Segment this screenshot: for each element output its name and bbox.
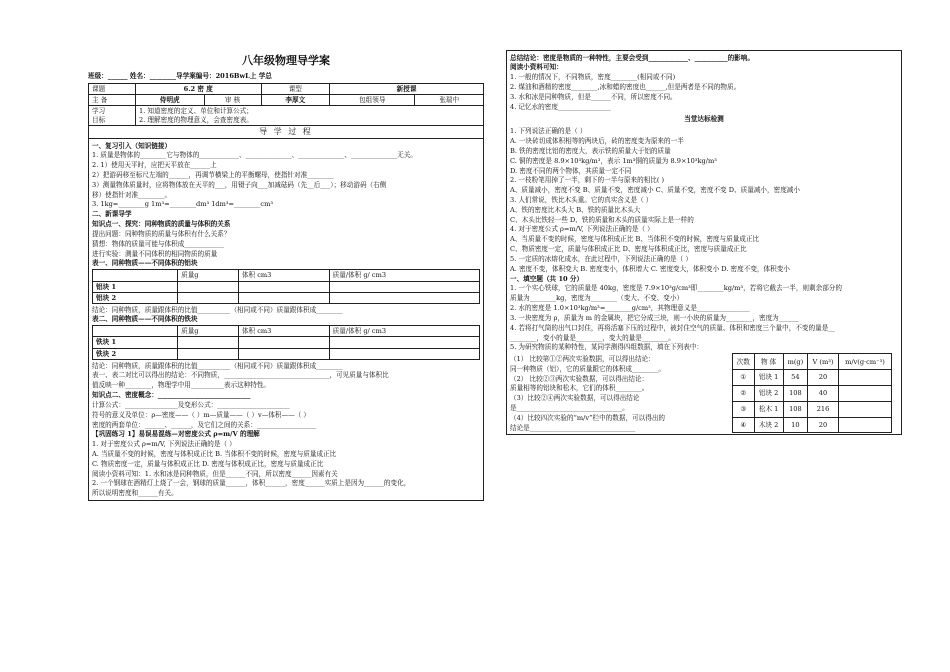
fill-title: 一、填空题（共 10 分）: [510, 274, 584, 283]
right-page: [506, 50, 902, 435]
text-line: C、木头比铁轻一些 D、铁的质量和木头的质量实际上是一样的: [510, 215, 694, 224]
info-cell: 张瑞中: [415, 95, 484, 106]
text-line: 计算公式：________________及变形公式：______________________: [92, 400, 290, 409]
info-cell: 课型: [261, 83, 330, 94]
text-line: A. 密度不变，体积变大 B. 密度变小，体积增大 C. 密度变大，体积变小 D. 密度不变，体积变小: [510, 264, 790, 273]
text-line: 质量为________kg，密度为________（变大、不变、变小）: [510, 294, 684, 303]
text-line: C. 铜的密度是 8.9×10³kg/m³，表示 1m³铜的质量为 8.9×10³kg/m³: [510, 156, 717, 165]
info-cell: 侍明虎: [136, 95, 205, 106]
table-cell: 108: [783, 401, 807, 417]
text-line: A、铁的密度比木头大 B、铁的质量比木头大: [510, 205, 641, 214]
table-header: 次数: [733, 354, 755, 370]
table-cell: 铝块 1: [754, 370, 783, 386]
content-box: [88, 139, 484, 501]
table-cell: [838, 401, 891, 417]
text-line: 阅读小资料可知：: [510, 63, 563, 72]
text-line: 知识点一、探究：同种物质的质量与体积的关系: [92, 220, 231, 229]
text-line: 1. 下列说法正确的是（ ）: [510, 127, 587, 136]
table-cell: [838, 385, 891, 401]
table-cell: 20: [808, 417, 839, 433]
text-line: 4. 若将打气筒的出气口封住，再将活塞下压的过程中，被封住空气的质量、体积和密度三个量中，不变的量是__: [510, 323, 835, 332]
text-line: 2）把游码移至标尺左端的______，再调节横梁上的平衡螺母，使指针对准________: [92, 171, 334, 179]
text-line: 表一、同种物质——不同体积的铝块: [92, 259, 198, 268]
table-header: 物 体: [754, 354, 783, 370]
text-line: 密度的两套单位：______、______，及它们之间的关系：__________________: [92, 420, 317, 429]
text-line: C、物质密度一定，质量与体积成正比 D、密度与体积成正比，密度与质量成正比: [510, 245, 747, 254]
table-row-label: 铝块 2: [93, 292, 178, 303]
text-line: 是________________________________。: [510, 403, 629, 412]
table-header: m(g): [783, 354, 807, 370]
table-iron: [92, 325, 480, 360]
text-line: 2. 煤油和酒精的密度________,冰和蜡的密度也______,但是两者是不同的物质。: [510, 83, 741, 92]
info-cell: 审 核: [204, 95, 261, 106]
text-line: A. 一块砖切成体积相等的两块后，砖的密度变为原来的一半: [510, 137, 684, 146]
header-line: 班级：______ 姓名：________导学案编号：2016BwL上 学总: [88, 71, 272, 80]
info-cell: 主 备: [89, 95, 136, 106]
text-line: 提出问题：同种物质的质量与体积有什么关系？: [92, 229, 231, 238]
table-cell: 松木 1: [754, 401, 783, 417]
info-cell: 6.2 密 度: [136, 83, 262, 94]
text-line: 1. 对于密度公式 ρ=m/V, 下列说法正确的是（ ）: [92, 440, 236, 449]
table-cell: ④: [733, 417, 755, 433]
page-title: 八年级物理导学案: [242, 54, 330, 67]
table-cell: ②: [733, 385, 755, 401]
text-line: 进行实验：测量不同体积的相同物质的质量: [92, 249, 218, 258]
text-line: 符号的意义及单位：ρ—密度——（ ）m—质量——（ ）v—体积——（ ）: [92, 410, 310, 419]
table-cell: 木块 2: [754, 417, 783, 433]
text-line: 3. 1kg=________g 1m³=________dm³ 1dm³=________cm³: [92, 200, 274, 209]
process-heading: 导 学 过 程: [89, 125, 484, 138]
text-line: 猜想：物体的质量可能与体积成____________: [92, 239, 224, 248]
table-header: 质量g: [178, 326, 239, 337]
check-title: 当堂达标检测: [684, 114, 724, 123]
text-line: 1. 一般的情况下，不同物质，密度________(相同或不同): [510, 73, 676, 82]
table-cell: 10: [783, 417, 807, 433]
experiment-table: [732, 353, 892, 433]
table-cell: 20: [808, 370, 839, 386]
text-line: 二、新课导学: [92, 210, 132, 219]
text-line: D. 密度不同的两个物体，其质量一定不同: [510, 166, 632, 175]
text-line: 5. 为研究物质的某种特性，某同学测得四组数据，填在下列表中：: [510, 343, 704, 352]
table-header: [93, 326, 178, 337]
text-line: ________，变小的量是________，变大的量是________。: [510, 333, 675, 342]
text-line: 结论：同种物质，质量跟体积的比值__________（相同或不同）质量跟体积成________: [92, 305, 343, 314]
table-cell: [838, 417, 891, 433]
text-line: A. 当质量不变的时候，密度与体积成正比 B. 当体积不变的时候，密度与质量成正比: [92, 449, 337, 458]
text-line: 知识点二、密度概念：____________________________: [92, 391, 251, 400]
table-header: V (m³): [808, 354, 839, 370]
text-line: 2. 水的密度是 1.0×10³kg/m³=________g/cm³，其物理意义是________________: [510, 304, 750, 313]
text-line: （3）比较②④两次实验数据，可以得出结论: [510, 394, 640, 403]
info-cell: 包组领导: [330, 95, 415, 106]
text-line: 所以说明密度和______有关。: [92, 489, 178, 498]
table-row-label: 铁块 1: [93, 337, 178, 348]
table-header: 体积 cm3: [238, 326, 329, 337]
text-line: 表二、同种物质——不同体积的铁块: [92, 315, 198, 324]
text-line: A、当质量不变的时候，密度与体积成正比 B、当体积不变的时候，密度与质量成正比: [510, 235, 760, 244]
text-line: 1. 质量是物体的________它与物体的____________、______________、______________、______________无关。: [92, 151, 417, 160]
table-header: m/v(g·cm⁻³): [838, 354, 891, 370]
text-line: 【巩固练习 1】易误易混练—对密度公式 ρ=m/V 的理解: [92, 430, 260, 439]
info-table: [88, 83, 484, 139]
table-row-label: 铝块 1: [93, 281, 178, 292]
info-cell: 新授课: [330, 83, 484, 94]
text-line: 表一、表二对比可以得出的结论：不同物质，________________________________，可见质量与体积比: [92, 371, 389, 380]
text-line: 同一种物质（铝），它的质量跟它的体积成________。: [510, 364, 665, 373]
text-line: 结论：同种物质，质量跟体积的比值__________（相同或不同）质量跟体积成________: [92, 361, 343, 370]
goal-label: 学习 目标: [89, 106, 136, 125]
text-line: 4. 记忆水的密度________________: [510, 102, 611, 111]
text-line: 4. 对于密度公式 ρ=m/V, 下列说法正确的是（ ）: [510, 225, 654, 234]
text-line: 值反映一种________，物理学中用__________表示这种特性。: [92, 381, 271, 390]
table-header: [93, 270, 178, 281]
text-line: 3. 水和冰是同种物质，但是______不同，所以密度不同。: [510, 92, 677, 101]
table-cell: [838, 370, 891, 386]
table-cell: ③: [733, 401, 755, 417]
table-cell: ①: [733, 370, 755, 386]
info-cell: 李厚文: [261, 95, 330, 106]
table-cell: 40: [808, 385, 839, 401]
text-line: （1） 比较第①②两次实验数据，可以得出结论：: [510, 354, 655, 363]
goal-item: 1. 知道密度的定义、单位和计算公式；: [139, 107, 253, 116]
text-line: 结论是________________________________: [510, 423, 636, 432]
text-line: 2. 1）使用天平时，应把天平放在______上: [92, 161, 217, 170]
text-line: 3）测量物体质量时，应将物体放在天平的___，用镊子向___加减砝码（先__后___）；移动游码（右侧: [92, 180, 387, 189]
table-header: 质量/体积 g/ cm3: [329, 270, 479, 281]
table-cell: 108: [783, 385, 807, 401]
text-line: 1. 一个实心铁球，它的质量是 40kg，密度是 7.9×10³g/cm³即________kg/m³，若将它截去一半，则剩余部分的: [510, 284, 842, 293]
goal-item: 2. 理解密度的物理意义，会查密度表。: [139, 115, 253, 124]
table-header: 质量g: [178, 270, 239, 281]
text-line: 3. 一块密度为 ρ，质量为 m 的金属块，把它分成三块，则一小块的质量为________，密度为______: [510, 313, 799, 322]
text-line: 总结结论：密度是物质的一种特性，主要会受到____________、__________的影响。: [510, 53, 754, 62]
left-page: [88, 54, 484, 501]
text-line: 一、复习引入（知识链接）: [92, 141, 172, 150]
text-line: 移）使指针对准________。: [92, 190, 172, 199]
text-line: A、质量减小，密度不变 B、质量不变，密度减小 C、质量不变，密度不变 D、质量减小，密度减小: [510, 186, 800, 195]
text-line: 5. 一定质的冰熔化成水，在此过程中，下列说法正确的是（ ）: [510, 254, 692, 263]
text-line: C. 物质密度一定，质量与体积成正比 D. 密度与体积成正比，密度与质量成正比: [92, 459, 324, 468]
text-line: 2. 一枝粉笔用掉了一半，剩下的一半与原来的相比( ): [510, 176, 665, 185]
text-line: 2. 一个钢球在酒精灯上烧了一会，钢球的质量______，体积______，密度______实质上是因为______的变化，: [92, 479, 411, 488]
text-line: 阅读小资料可知：1. 水和冰是同种物质，但是______不同，所以密度______因素有关: [92, 469, 338, 478]
table-cell: 216: [808, 401, 839, 417]
table-aluminum: [92, 269, 480, 304]
text-line: 3. 人们常说，铁比木头重。它的真实含义是（ ）: [510, 196, 653, 204]
table-cell: 铝块 2: [754, 385, 783, 401]
table-header: 体积 cm3: [238, 270, 329, 281]
table-row-label: 铁块 2: [93, 348, 178, 359]
text-line: B. 铁的密度比铝的密度大，表示铁的质量大于铝的质量: [510, 146, 671, 155]
text-line: （4）比较四次实验的“m/v”栏中的数据，可以得出的: [510, 413, 666, 422]
table-cell: 54: [783, 370, 807, 386]
text-line: （2） 比较②③两次实验数据，可以得出结论：: [510, 374, 649, 383]
table-header: 质量/体积 g/ cm3: [329, 326, 479, 337]
text-line: 质量相等的铝块和松木，它们的体积________。: [510, 384, 649, 393]
info-cell: 课题: [89, 83, 136, 94]
